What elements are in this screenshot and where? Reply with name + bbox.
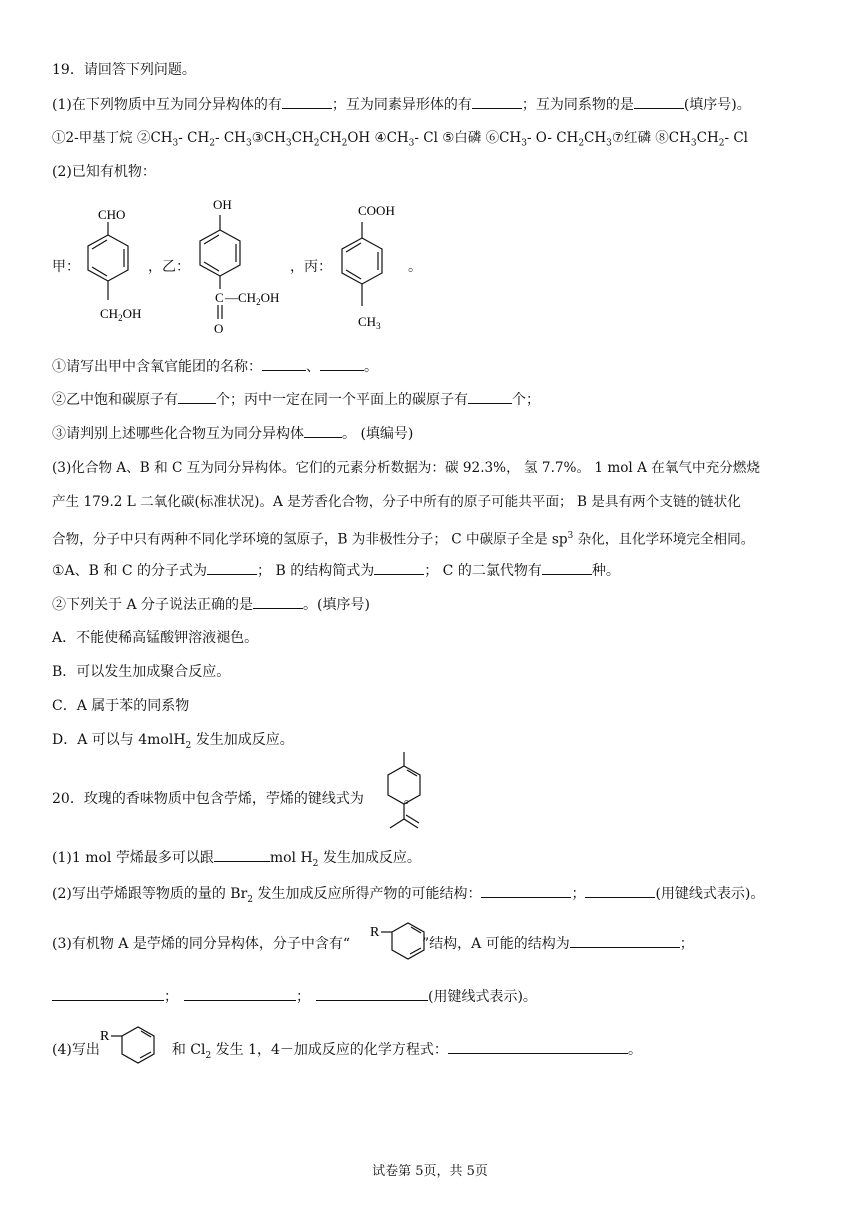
q20-2: (2)写出苧烯跟等物质的量的 $Br_2$ 发生加成反应所得产物的可能结构： ； (用键线式表示)。 <box>52 886 765 905</box>
ch2oh-label: $CH_2OH$ <box>100 306 142 323</box>
label-end: 。 <box>408 259 422 275</box>
label-jia: 甲： <box>52 259 80 275</box>
answer-blank[interactable] <box>634 95 684 109</box>
label-yi: ，乙： <box>148 259 190 275</box>
q20-3: (3)有机物 A 是苧烯的同分异构体，分子中含有“ ”结构，A 可能的结构为 ； <box>52 936 694 952</box>
answer-blank[interactable] <box>184 987 296 1001</box>
answer-blank[interactable] <box>542 561 592 575</box>
answer-blank[interactable] <box>178 390 216 404</box>
q20-intro: 20．玫瑰的香味物质中包含苧烯，苧烯的键线式为 。 <box>52 791 418 807</box>
ch3-label: $CH_3$ <box>358 314 381 331</box>
cho-label: CHO <box>98 207 126 222</box>
answer-blank[interactable] <box>262 357 306 371</box>
q20-3-cont: ； ； (用键线式表示)。 <box>52 987 537 1006</box>
svg-text:R: R <box>370 925 380 940</box>
answer-blank[interactable] <box>253 595 303 609</box>
answer-blank[interactable] <box>472 95 522 109</box>
ch2oh-chain-label: $—CH_2OH$ <box>225 290 280 307</box>
answer-blank[interactable] <box>207 561 257 575</box>
answer-blank[interactable] <box>52 987 164 1001</box>
o-label: O <box>214 321 224 336</box>
q20-4: (4)写出 和 $Cl_2$ 发生 1，4－加成反应的化学方程式： 。 <box>52 1042 642 1061</box>
r-cyclohexadiene-fragment <box>368 916 444 966</box>
answer-blank[interactable] <box>468 390 512 404</box>
answer-blank[interactable] <box>304 424 342 438</box>
answer-blank[interactable] <box>448 1040 628 1054</box>
q19-heading: 19．请回答下列问题。 <box>52 62 196 78</box>
svg-text:R: R <box>100 1029 110 1044</box>
q19-3-line2: 产生 179.2 L 二氧化碳(标准状况)。A 是芳香化合物，分子中所有的原子可能共平面； B 是具有两个支链的链状化 <box>52 494 741 510</box>
structure-jia <box>76 200 156 330</box>
structure-bing <box>330 198 420 338</box>
label-bing: ，丙： <box>290 259 332 275</box>
c-label: C <box>215 290 224 305</box>
q19-part1: (1)在下列物质中互为同分异构体的有 ；互为同素异形体的有 ；互为同系物的是 (填序号)。 <box>52 97 751 113</box>
q19-part2-intro: (2)已知有机物： <box>52 164 156 180</box>
q19-3-line1: (3)化合物 A、B 和 C 互为同分异构体。它们的元素分析数据为：碳 92.3%， 氢 7.7%。 1 mol A 在氧气中充分燃烧 <box>52 460 760 476</box>
page-footer: 试卷第 5页，共 5页 <box>372 1164 488 1179</box>
q19-2-2: ②乙中饱和碳原子有 个；丙中一定在同一个平面上的碳原子有 个； <box>52 392 540 408</box>
option-a: A．不能使稀高锰酸钾溶液褪色。 <box>52 630 259 646</box>
limonene-structure <box>384 748 428 840</box>
q19-2-3: ③请判别上述哪些化合物互为同分异构体 。 (填编号) <box>52 426 414 442</box>
q19-3-1: ①A、B 和 C 的分子式为 ； B 的结构简式为 ； C 的二氯代物有 种。 <box>52 563 620 579</box>
q20-1: (1)1 mol 苧烯最多可以跟 mol $H_2$ 发生加成反应。 <box>52 850 421 869</box>
answer-blank[interactable] <box>570 934 680 948</box>
r-cyclohexadiene-reactant <box>98 1020 174 1070</box>
structure-yi <box>188 195 303 340</box>
oh-label: OH <box>213 197 232 212</box>
option-c: C．A 属于苯的同系物 <box>52 698 190 714</box>
q19-3-line3: 合物，分子中只有两种不同化学环境的氢原子，B 为非极性分子； C 中碳原子全是 $sp^3$ 杂化，且化学环境完全相同。 <box>52 531 755 548</box>
answer-blank[interactable] <box>374 561 424 575</box>
q19-3-2: ②下列关于 A 分子说法正确的是 。(填序号) <box>52 597 370 613</box>
answer-blank[interactable] <box>214 848 270 862</box>
cooh-label: COOH <box>358 203 395 218</box>
option-d: D．A 可以与 4molH$_2$ 发生加成反应。 <box>52 732 294 751</box>
q19-2-1: ①请写出甲中含氧官能团的名称： 、 。 <box>52 359 378 375</box>
answer-blank[interactable] <box>585 884 655 898</box>
answer-blank[interactable] <box>320 357 364 371</box>
q19-substance-list: ①2-甲基丁烷 $②CH_3-$ $CH_2-$ $CH_3③CH_3CH_2CH_2OH$ $④CH_3-$ Cl ⑤白磷 $⑥CH_3-$ O- $CH_2CH_3⑦$红磷 $⑧CH_3CH_2-$ Cl <box>52 130 748 149</box>
option-b: B．可以发生加成聚合反应。 <box>52 664 231 680</box>
answer-blank[interactable] <box>282 95 332 109</box>
answer-blank[interactable] <box>481 884 571 898</box>
answer-blank[interactable] <box>316 987 428 1001</box>
